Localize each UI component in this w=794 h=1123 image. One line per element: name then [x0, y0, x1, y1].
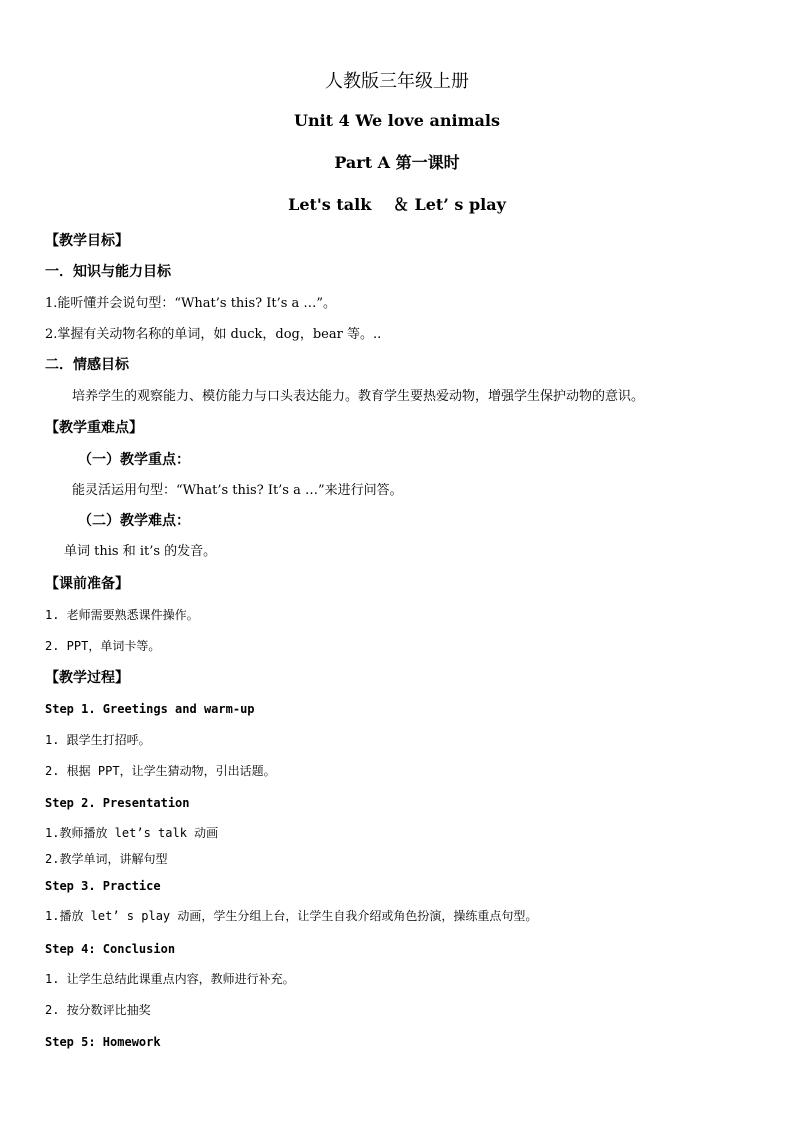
- prep-heading: 【课前准备】: [45, 576, 129, 592]
- step1-heading: Step 1. Greetings and warm-up: [45, 702, 255, 716]
- process-heading: 【教学过程】: [45, 670, 129, 686]
- step2-item1: 1.教师播放 let’s talk 动画: [45, 826, 219, 840]
- step4-heading: Step 4: Conclusion: [45, 942, 176, 956]
- step3-item1: 1.播放 let’ s play 动画，学生分组上台，让学生自我介绍或角色扮演，操练重点句型。: [45, 909, 538, 923]
- goals-heading: 【教学目标】: [45, 233, 129, 249]
- prep-item2: 2. PPT，单词卡等。: [45, 639, 161, 653]
- step3-heading: Step 3. Practice: [45, 879, 161, 893]
- difficulty-heading: （二）教学难点：: [78, 513, 190, 529]
- doc-title: 人教版三年级上册: [325, 71, 469, 92]
- goal1-heading: 一．知识与能力目标: [45, 264, 171, 280]
- key-heading: 【教学重难点】: [45, 420, 143, 436]
- key-point-heading: （一）教学重点：: [78, 452, 190, 468]
- key-point-text: 能灵活运用句型：“What’s this? It’s a …”来进行问答。: [72, 483, 403, 498]
- step1-item2: 2. 根据 PPT，让学生猜动物，引出话题。: [45, 764, 276, 778]
- unit-title: Unit 4 We love animals: [294, 111, 500, 130]
- goal2-text: 培养学生的观察能力、模仿能力与口头表达能力。教育学生要热爱动物，增强学生保护动物的意识。: [72, 389, 645, 404]
- step4-item2: 2. 按分数评比抽奖: [45, 1003, 151, 1017]
- step2-item2: 2.教学单词，讲解句型: [45, 852, 168, 866]
- step1-item1: 1. 跟学生打招呼。: [45, 733, 151, 747]
- part-title: Part A 第一课时: [334, 153, 460, 172]
- prep-item1: 1. 老师需要熟悉课件操作。: [45, 608, 199, 622]
- step4-item1: 1. 让学生总结此课重点内容，教师进行补充。: [45, 972, 295, 986]
- step2-heading: Step 2. Presentation: [45, 796, 190, 810]
- difficulty-text: 单词 this 和 it’s 的发音。: [64, 544, 217, 559]
- goal1-item1: 1.能听懂并会说句型：“What’s this? It’s a …”。: [45, 296, 337, 311]
- goal2-heading: 二．情感目标: [45, 357, 129, 373]
- goal1-item2: 2.掌握有关动物名称的单词，如 duck，dog，bear 等。..: [45, 327, 382, 342]
- lesson-title: Let's talk ＆ Let’ s play: [288, 195, 506, 214]
- step5-heading: Step 5: Homework: [45, 1035, 161, 1049]
